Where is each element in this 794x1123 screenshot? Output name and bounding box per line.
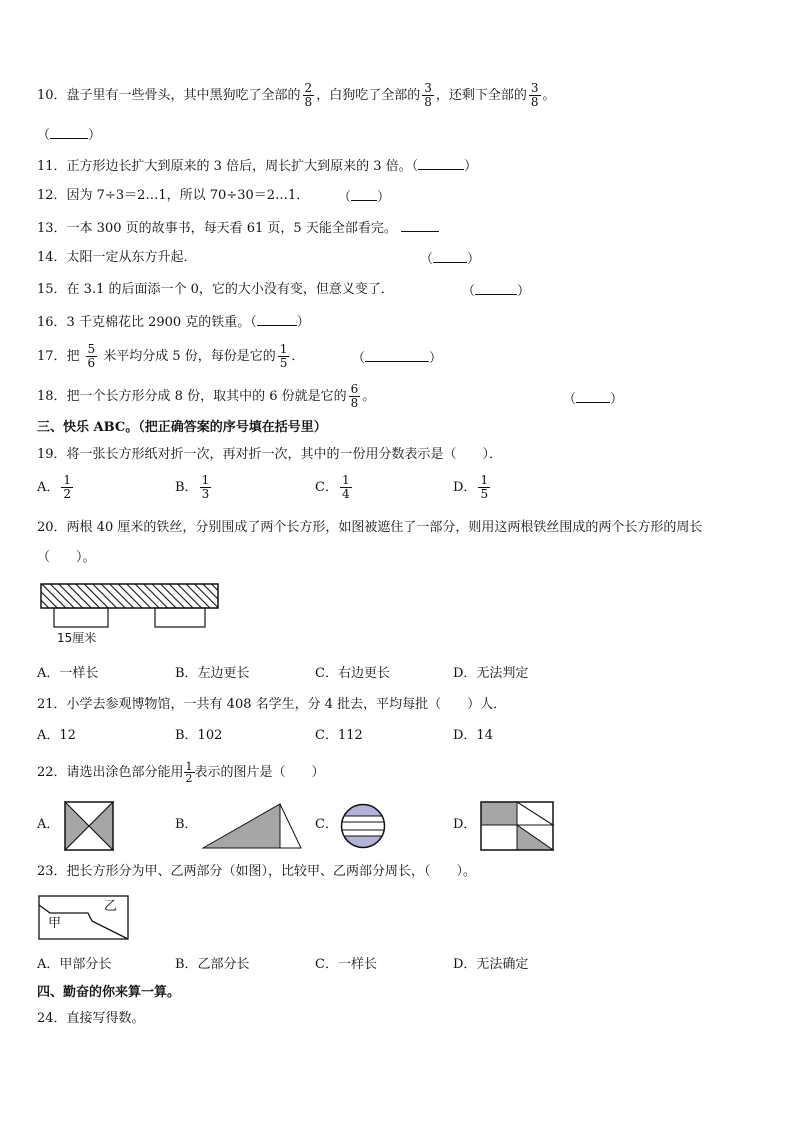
paren-left: （: [462, 284, 476, 299]
q10-text-b: ，白狗吃了全部的: [316, 88, 421, 103]
fraction-denominator: 8: [350, 396, 359, 410]
fraction-denominator: 2: [185, 772, 193, 785]
question-14: [37, 250, 197, 266]
fraction-denominator: 8: [424, 95, 432, 109]
fraction: [422, 82, 434, 109]
option-c[interactable]: [315, 474, 354, 501]
paren-left: （: [420, 252, 434, 267]
option-label: B．: [175, 480, 198, 495]
option-label: A．: [37, 480, 60, 495]
blank-line[interactable]: [418, 157, 464, 170]
question-23: 23．把长方形分为甲、乙两部分（如图），比较甲、乙两部分周长，（ ）。: [37, 864, 477, 879]
fraction-denominator: 2: [63, 487, 72, 501]
fraction-numerator: 1: [279, 342, 288, 356]
option-d[interactable]: [453, 474, 492, 501]
paren-right: ）: [464, 159, 478, 174]
option-b[interactable]: B．102: [175, 728, 223, 743]
q10-text-d: 。: [542, 88, 556, 103]
question-11: [37, 157, 477, 175]
fraction-numerator: 1: [341, 473, 350, 487]
option-d[interactable]: D．14: [453, 728, 493, 743]
section-heading-3: 三、快乐 ABC。（把正确答案的序号填在括号里）: [37, 420, 327, 435]
question-15: [37, 282, 394, 298]
fraction-denominator: 3: [201, 487, 210, 501]
q17-text-a: 17．把: [37, 349, 80, 364]
fraction: [478, 474, 490, 501]
q10-text-a: 10．盘子里有一些骨头，其中黑狗吃了全部的: [37, 88, 301, 103]
blank-line[interactable]: [257, 313, 297, 326]
blank-line[interactable]: [401, 219, 439, 232]
q22-text-b: 表示的图片是（ ）: [194, 765, 325, 780]
option-c-figure[interactable]: [340, 803, 386, 849]
option-d[interactable]: D．无法判定: [453, 666, 529, 681]
fraction-numerator: 1: [63, 473, 72, 487]
fraction: [529, 82, 541, 109]
q17-text-c: ．: [291, 349, 305, 364]
option-b-figure[interactable]: [202, 803, 302, 849]
option-c[interactable]: C．: [315, 817, 338, 832]
answer-blank-15[interactable]: [462, 282, 530, 300]
question-21: 21．小学去参观博物馆，一共有 408 名学生，分 4 批去，平均每批（ ）人．: [37, 697, 507, 712]
question-19: 19．将一张长方形纸对折一次，再对折一次，其中的一份用分数表示是（ ）．: [37, 447, 503, 462]
q11-text: 11．正方形边长扩大到原来的 3 倍后，周长扩大到原来的 3 倍。（: [37, 159, 419, 174]
option-d[interactable]: D．: [453, 817, 477, 832]
answer-blank-17[interactable]: [352, 349, 442, 367]
fraction-denominator: 8: [530, 95, 539, 109]
fraction: [278, 343, 290, 370]
fraction: [200, 474, 212, 501]
fraction-denominator: 5: [279, 356, 288, 370]
question-10: [37, 82, 556, 109]
fraction: [303, 82, 315, 109]
fraction-numerator: 1: [201, 473, 210, 487]
option-d-figure[interactable]: [480, 801, 554, 851]
option-a[interactable]: A．: [37, 817, 60, 832]
fraction: [184, 761, 195, 784]
paren-right: ）: [467, 252, 481, 267]
answer-blank-14[interactable]: [420, 250, 480, 268]
question-20-line2: （ ）。: [37, 550, 96, 565]
hidden-cover-bar: [41, 584, 218, 608]
paren-right: ）: [296, 315, 310, 330]
paren-right: ）: [88, 128, 102, 143]
option-a[interactable]: [37, 474, 75, 501]
paren-right: ）: [429, 351, 443, 366]
answer-blank-18[interactable]: [563, 390, 623, 408]
q14-text: 14．太阳一定从东方升起．: [37, 250, 197, 265]
fraction: [349, 383, 361, 410]
q15-text: 15．在 3.1 的后面添一个 0，它的大小没有变，但意义变了．: [37, 282, 394, 297]
blank-line[interactable]: [576, 390, 610, 403]
option-c[interactable]: C．112: [315, 728, 363, 743]
figure-label: 15厘米: [57, 631, 97, 645]
fraction-numerator: 1: [185, 760, 193, 773]
question-22: [37, 761, 325, 784]
fraction-numerator: 6: [350, 382, 359, 396]
fraction-numerator: 1: [480, 473, 489, 487]
question-13: [37, 219, 439, 237]
fraction-denominator: 8: [304, 95, 313, 109]
fraction-denominator: 5: [480, 487, 489, 501]
option-b[interactable]: B．左边更长: [175, 666, 250, 681]
question-20-line1: 20．两根 40 厘米的铁丝，分别围成了两个长方形，如图被遮住了一部分，则用这两根铁丝围成的两个长方形的周长: [37, 520, 703, 535]
section-heading-4: 四、勤奋的你来算一算。: [37, 985, 181, 1000]
q16-text: 16．3 千克棉花比 2900 克的铁重。（: [37, 315, 257, 330]
q13-text: 13．一本 300 页的故事书，每天看 61 页，5 天能全部看完。: [37, 221, 397, 236]
option-b[interactable]: B．: [175, 817, 198, 832]
paren-left: （: [352, 351, 366, 366]
option-d[interactable]: D．无法确定: [453, 957, 529, 972]
q10-text-c: ，还剩下全部的: [435, 88, 527, 103]
question-24: 24．直接写得数。: [37, 1011, 145, 1026]
blank-line[interactable]: [475, 282, 517, 295]
option-b[interactable]: [175, 474, 213, 501]
blank-line[interactable]: [433, 250, 467, 263]
fraction-denominator: 4: [341, 487, 350, 501]
blank-line[interactable]: [365, 349, 429, 362]
option-a[interactable]: A．一样长: [37, 666, 99, 681]
option-a[interactable]: A．12: [37, 728, 76, 743]
fraction-numerator: 5: [87, 342, 96, 356]
fraction-numerator: 3: [530, 81, 539, 95]
paren-right: ）: [610, 392, 624, 407]
q18-text-b: 。: [362, 389, 376, 404]
paren-right: ）: [377, 190, 391, 205]
fraction-numerator: 2: [304, 81, 313, 95]
option-label: D．: [453, 480, 477, 495]
question-16: [37, 313, 310, 331]
blank-line[interactable]: [351, 188, 377, 201]
question-12: [37, 188, 309, 204]
paren-left: （: [338, 190, 352, 205]
fraction-numerator: 3: [424, 81, 432, 95]
left-rectangle: [54, 608, 108, 627]
answer-blank-12[interactable]: [338, 188, 390, 206]
fraction: [61, 474, 73, 501]
figure-label-yi: 乙: [104, 899, 118, 914]
answer-blank-10[interactable]: [37, 126, 101, 144]
q18-text-a: 18．把一个长方形分成 8 份，取其中的 6 份就是它的: [37, 389, 347, 404]
figure-label-jia: 甲: [48, 916, 62, 931]
question-17: [37, 343, 304, 370]
option-a[interactable]: A．甲部分长: [37, 957, 112, 972]
question-18: [37, 383, 375, 410]
fraction: [86, 343, 98, 370]
option-c[interactable]: C．一样长: [315, 957, 377, 972]
fraction: [340, 474, 352, 501]
right-rectangle: [155, 608, 205, 627]
paren-right: ）: [517, 284, 531, 299]
option-c[interactable]: C．右边更长: [315, 666, 390, 681]
paren-left: （: [37, 128, 51, 143]
option-b[interactable]: B．乙部分长: [175, 957, 250, 972]
option-label: C．: [315, 480, 338, 495]
q22-text-a: 22．请选出涂色部分能用: [37, 765, 184, 780]
blank-line[interactable]: [50, 126, 88, 139]
fraction-denominator: 6: [87, 356, 96, 370]
q17-text-b: 米平均分成 5 份，每份是它的: [103, 349, 276, 364]
q12-text: 12．因为 7÷3＝2…1，所以 70÷30＝2…1．: [37, 188, 310, 203]
paren-left: （: [563, 392, 577, 407]
option-a-figure[interactable]: [64, 801, 114, 851]
